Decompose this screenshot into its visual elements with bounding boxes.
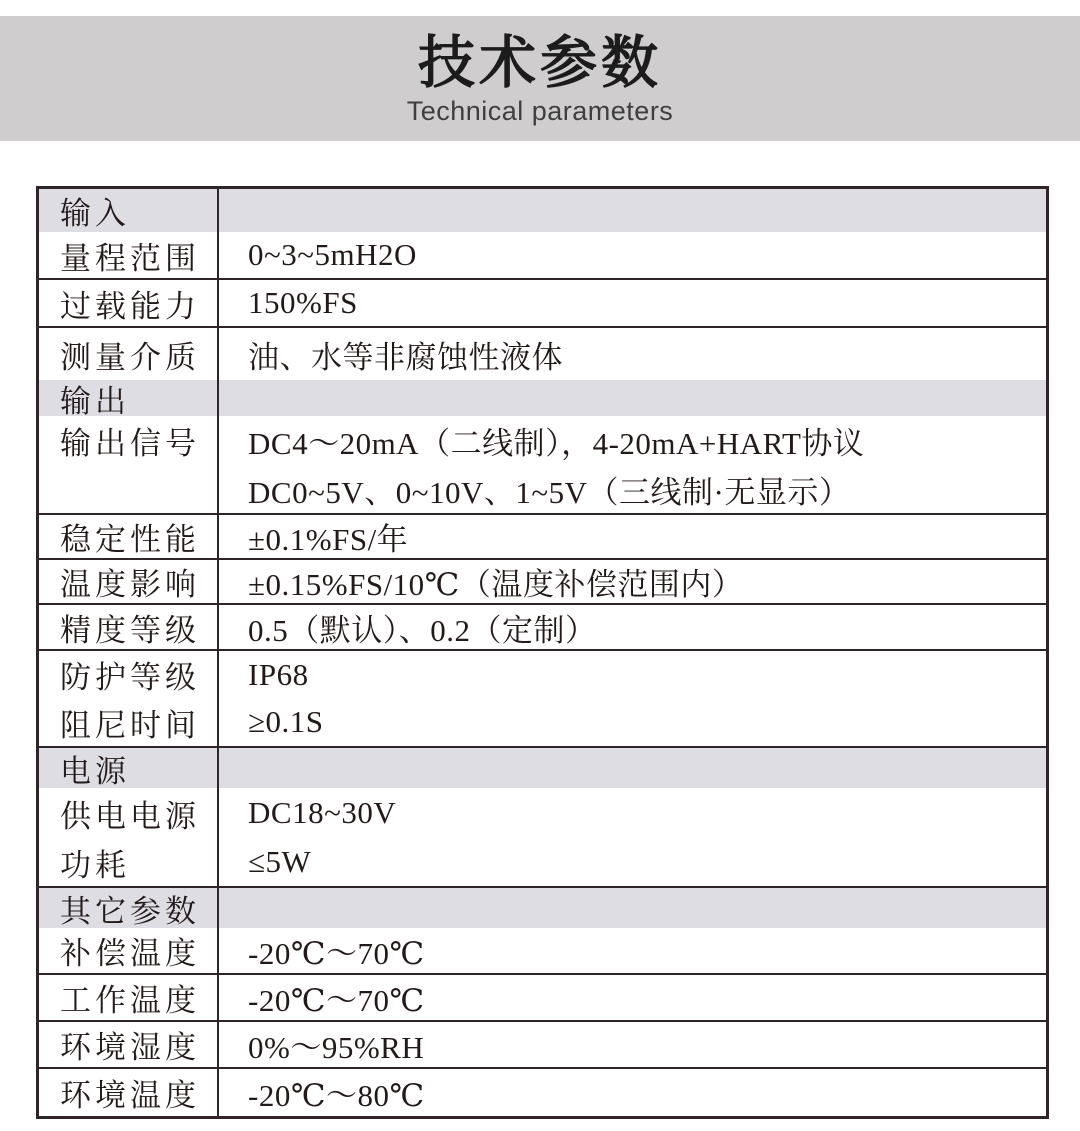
row-label: 补偿温度 (39, 928, 219, 973)
page-subtitle: Technical parameters (406, 96, 674, 126)
table-row (39, 515, 1046, 560)
row-label: 输出 (39, 380, 219, 416)
row-label: 精度等级 (39, 605, 219, 649)
section-row (39, 380, 1046, 419)
row-label: 环境温度 (39, 1069, 219, 1116)
row-label: 防护等级 (39, 651, 219, 698)
row-label (39, 465, 219, 513)
row-label: 稳定性能 (39, 515, 219, 558)
row-value: 油、水等非腐蚀性液体 (248, 339, 563, 375)
row-value (219, 380, 1046, 416)
row-value: -20℃～80℃ (248, 1078, 425, 1113)
table-row (39, 1022, 1046, 1069)
row-label: 测量介质 (39, 328, 219, 380)
section-row (39, 888, 1046, 928)
row-value: -20℃～70℃ (248, 936, 425, 971)
row-value: 0~3~5mH2O (248, 237, 417, 272)
row-label: 供电电源 (39, 788, 219, 838)
row-label: 工作温度 (39, 975, 219, 1020)
row-label: 过载能力 (39, 280, 219, 326)
table-row (39, 788, 1046, 838)
row-value: 150%FS (248, 285, 358, 320)
table-row (39, 1069, 1046, 1116)
row-value: ±0.1%FS/年 (248, 522, 409, 557)
row-value: DC18~30V (248, 795, 397, 830)
table-row (39, 698, 1046, 748)
row-label: 输出信号 (39, 416, 219, 465)
table-row (39, 416, 1046, 465)
row-label: 环境湿度 (39, 1022, 219, 1067)
row-value: 0.5（默认）、0.2（定制） (248, 612, 597, 648)
header-banner (0, 16, 1080, 141)
row-value (219, 748, 1046, 788)
row-value: IP68 (248, 656, 309, 692)
row-value: ≥0.1S (248, 704, 324, 739)
row-value (219, 189, 1046, 232)
table-row (39, 560, 1046, 605)
page-title: 技术参数 (418, 31, 662, 95)
section-row (39, 189, 1046, 232)
row-label: 阻尼时间 (39, 698, 219, 746)
row-value: DC0~5V、0~10V、1~5V（三线制·无显示） (248, 474, 851, 510)
table-row (39, 928, 1046, 975)
table-row (39, 838, 1046, 888)
table-row (39, 651, 1046, 698)
row-label: 其它参数 (39, 888, 219, 928)
table-row (39, 328, 1046, 380)
row-label: 温度影响 (39, 560, 219, 603)
row-label: 输入 (39, 189, 219, 232)
row-value (219, 888, 1046, 928)
row-value: ±0.15%FS/10℃（温度补偿范围内） (248, 567, 744, 602)
row-value: DC4～20mA（二线制），4-20mA+HART协议 (248, 426, 865, 461)
table-row (39, 465, 1046, 515)
table-row (39, 975, 1046, 1022)
row-value: 0%～95%RH (248, 1030, 425, 1065)
row-label: 功耗 (39, 838, 219, 886)
table-row (39, 280, 1046, 328)
row-value: -20℃～70℃ (248, 983, 425, 1018)
table-row (39, 605, 1046, 651)
row-label: 电源 (39, 748, 219, 788)
row-label: 量程范围 (39, 232, 219, 278)
row-value: ≤5W (248, 844, 312, 879)
spec-table (36, 186, 1049, 1119)
section-row (39, 748, 1046, 788)
table-row (39, 232, 1046, 280)
